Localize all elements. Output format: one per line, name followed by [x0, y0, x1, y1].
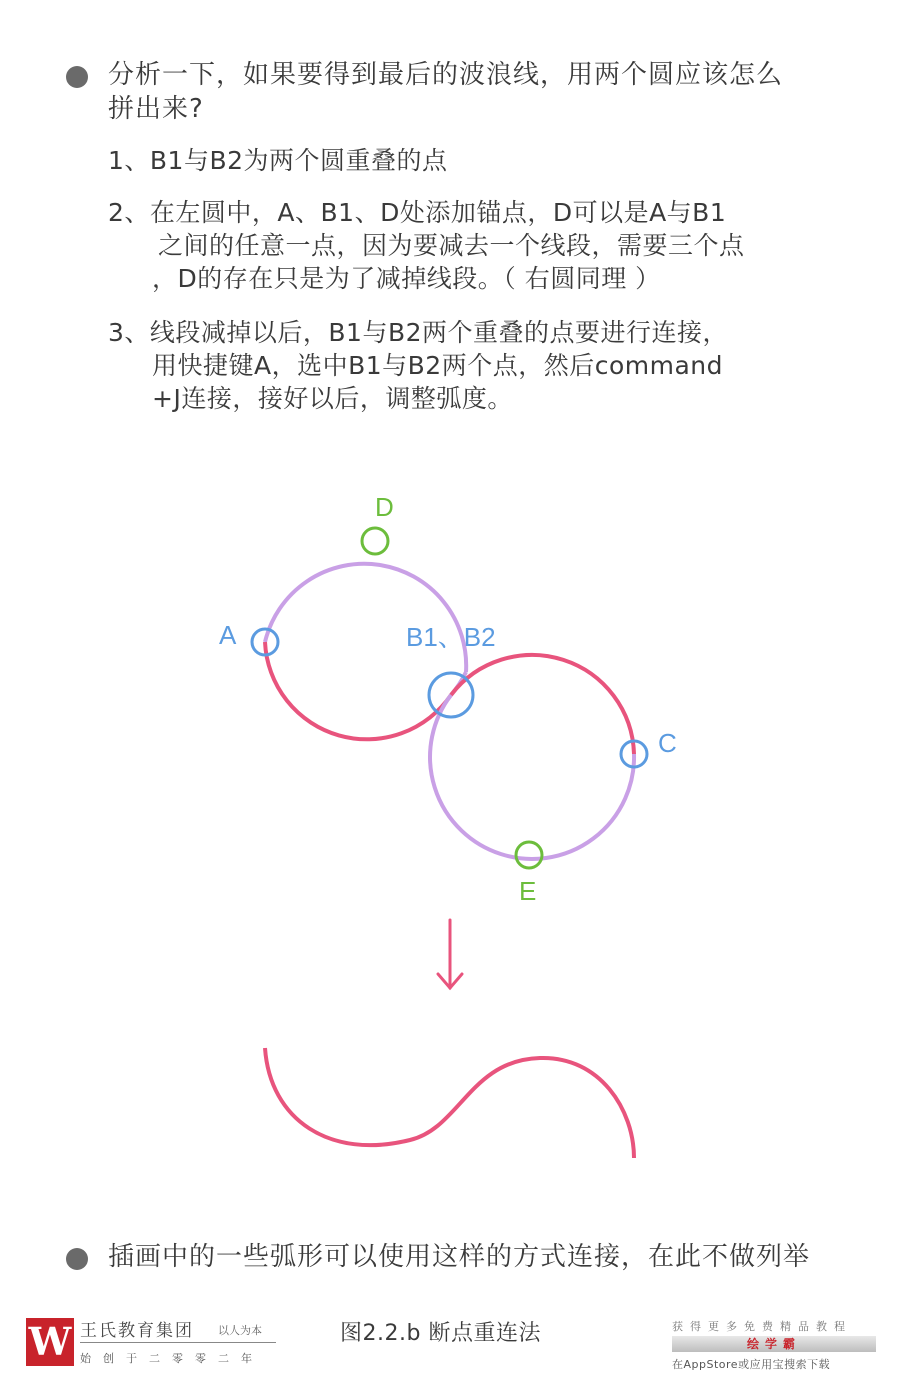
promo-top-text: 获得更多免费精品教程	[672, 1320, 852, 1333]
figure-caption: 图2.2.b 断点重连法	[340, 1321, 541, 1346]
label-e: E	[519, 876, 537, 906]
right-circle-pink-arc	[451, 655, 634, 754]
step-3-line-2: 用快捷键A，选中B1与B2两个点，然后command	[152, 351, 723, 380]
footer	[0, 1300, 900, 1382]
left-circle-purple-arc	[265, 564, 466, 672]
step-3	[108, 316, 728, 415]
bullet-dot-icon	[66, 1248, 88, 1270]
step-3-line-1: 3、线段减掉以后，B1与B2两个重叠的点要进行连接，	[108, 318, 729, 347]
step-3-line-3: +J连接，接好以后，调整弧度。	[152, 384, 513, 413]
promo-bottom-text: 在AppStore或应用宝搜索下载	[672, 1358, 831, 1371]
label-d: D	[375, 492, 394, 522]
step-2-line-3: ，D的存在只是为了减掉线段。（ 右圆同理 ）	[152, 264, 661, 293]
intro-line-2: 拼出来?	[108, 94, 204, 124]
right-circle-purple-arc	[430, 695, 634, 859]
down-arrow-icon	[438, 920, 462, 988]
step-2-line-1: 2、在左圆中，A、B1、D处添加锚点，D可以是A与B1	[108, 198, 727, 227]
result-wave-line	[265, 1048, 634, 1158]
step-1-line-1: 1、B1与B2为两个圆重叠的点	[108, 146, 448, 175]
label-b: B1、B2	[406, 622, 496, 652]
label-a: A	[219, 620, 237, 650]
label-c: C	[658, 728, 677, 758]
brand-logo-icon: W	[26, 1318, 74, 1366]
promo-app-name: 绘学霸	[672, 1336, 876, 1352]
step-1	[108, 144, 448, 177]
anchor-d-marker	[362, 528, 388, 554]
intro-line-1: 分析一下，如果要得到最后的波浪线，用两个圆应该怎么	[108, 60, 784, 90]
closing-text: 插画中的一些弧形可以使用这样的方式连接，在此不做列举	[108, 1242, 811, 1272]
bullet-dot-icon	[66, 66, 88, 88]
anchor-e-marker	[516, 842, 542, 868]
left-circle-pink-arc	[265, 642, 451, 739]
step-2-line-2: 之间的任意一点，因为要减去一个线段，需要三个点	[158, 231, 745, 260]
brand-slogan: 以人为本	[218, 1324, 262, 1337]
circle-diagram	[0, 470, 900, 1190]
brand-divider	[80, 1342, 276, 1343]
brand-founded: 始创于二零零二年	[80, 1352, 264, 1365]
intro-text	[108, 58, 783, 126]
brand-name: 王氏教育集团	[80, 1321, 194, 1341]
step-2	[108, 196, 745, 295]
